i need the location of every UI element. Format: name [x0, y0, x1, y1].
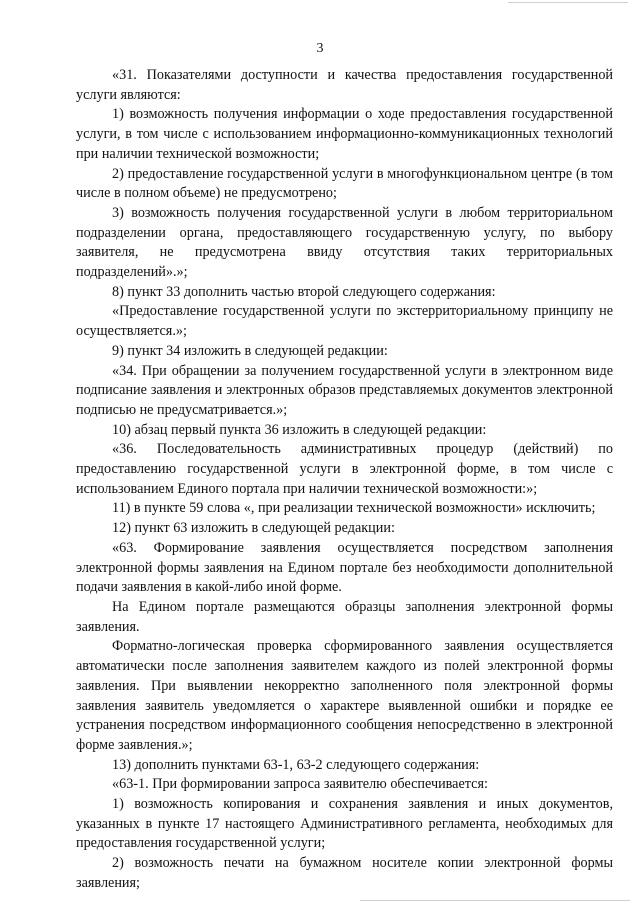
- scan-edge-line: [360, 900, 630, 901]
- paragraph: На Едином портале размещаются образцы заполнения электронной формы заявления.: [76, 598, 613, 635]
- paragraph: 12) пункт 63 изложить в следующей редакции:: [112, 520, 395, 537]
- paragraph: 3) возможность получения государственной услуги в любом территориальном подразделении органа, предоставляющего государственную услугу, по выбору заявителя, не предусмотрена ввиду отсутствия таких территориальных подразделений».»;: [76, 204, 613, 281]
- paragraph: 10) абзац первый пункта 36 изложить в следующей редакции:: [112, 421, 487, 438]
- paragraph: 11) в пункте 59 слова «, при реализации технической возможности» исключить;: [112, 500, 596, 517]
- document-body: [76, 66, 613, 894]
- page-number: 3: [316, 41, 324, 56]
- paragraph: «63-1. При формировании запроса заявителю обеспечивается:: [112, 776, 488, 793]
- paragraph: «31. Показателями доступности и качества предоставления государственной услуги являются:: [76, 67, 613, 103]
- paragraph: «Предоставление государственной услуги по экстерриториальному принципу не осуществляется.»;: [76, 303, 613, 340]
- paragraph: 9) пункт 34 изложить в следующей редакции:: [112, 342, 388, 359]
- paragraph: «63. Формирование заявления осуществляется посредством заполнения электронной формы заявления на Едином портале без необходимости дополнительной подачи заявления в какой-либо иной форме.: [76, 539, 613, 596]
- paragraph: 1) возможность получения информации о ходе предоставления государственной услуги, в том числе с использованием информационно-коммуникационных технологий при наличии технической возможности;: [76, 106, 613, 162]
- paragraph: 8) пункт 33 дополнить частью второй следующего содержания:: [112, 283, 496, 300]
- paragraph: 1) возможность копирования и сохранения заявления и иных документов, указанных в пункте 17 настоящего Административного регламента, необходимых для предоставления государственной услуги;: [76, 796, 613, 852]
- paragraph: «34. При обращении за получением государственной услуги в электронном виде подписание заявления и электронных образов представляемых документов электронной подписью не предусматривается.»;: [76, 362, 613, 418]
- scan-edge-line: [508, 2, 628, 3]
- paragraph: «36. Последовательность административных процедур (действий) по предоставлению государственной услуги в электронной форме, в том числе с использованием Единого портала при наличии технической возможности:»;: [76, 441, 613, 497]
- paragraph: 2) предоставление государственной услуги в многофункциональном центре (в том числе в полном объеме) не предусмотрено;: [76, 165, 613, 202]
- paragraph: 2) возможность печати на бумажном носителе копии электронной формы заявления;: [76, 855, 613, 891]
- paragraph: 13) дополнить пунктами 63-1, 63-2 следующего содержания:: [112, 756, 480, 773]
- paragraph: Форматно-логическая проверка сформированного заявления осуществляется автоматически после заполнения заявителем каждого из полей электронной формы заявления. При выявлении некорректно заполненного поля электронной формы заявления заявитель уведомляется о характере выявленной ошибки и порядке ее устранения посредством информационного сообщения непосредственно в электронной форме заявления.»;: [76, 638, 613, 753]
